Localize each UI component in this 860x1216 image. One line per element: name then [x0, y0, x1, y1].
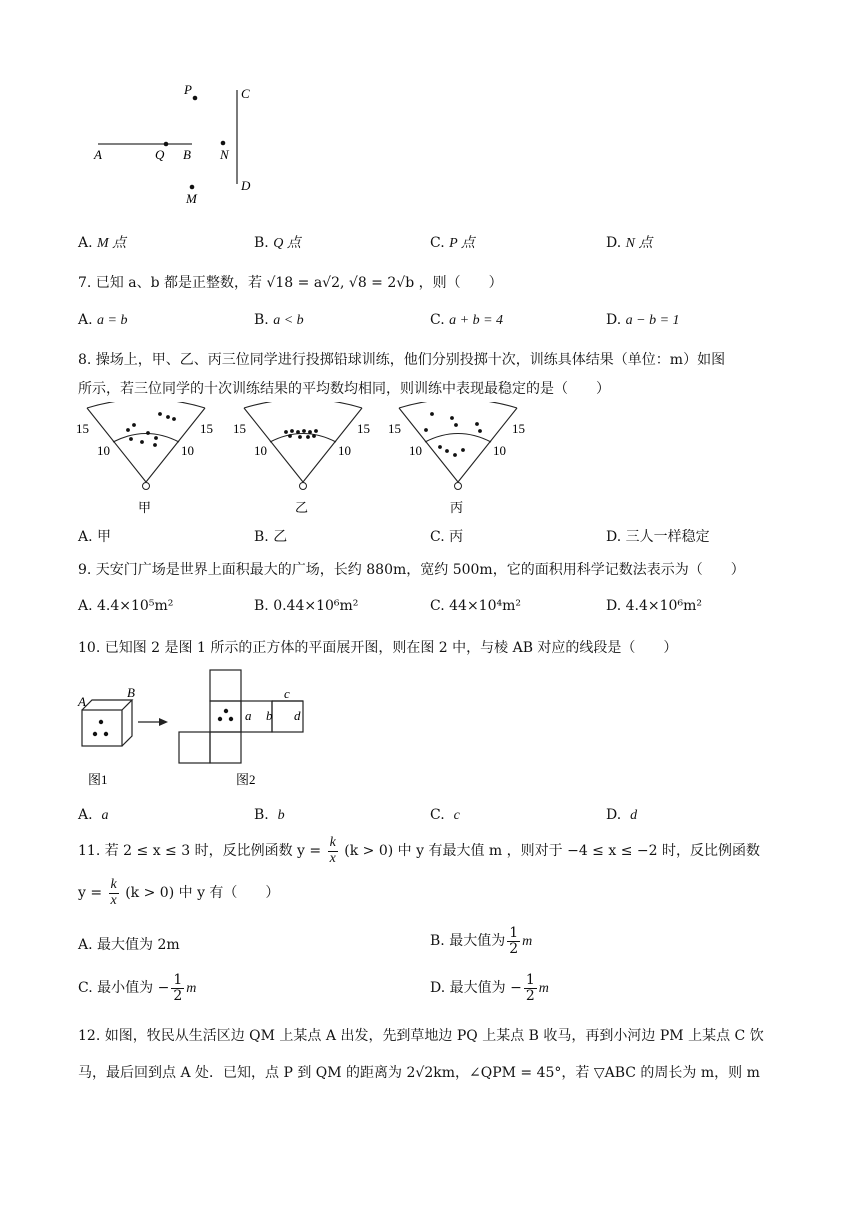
cube-label-b: B: [127, 685, 135, 700]
sector-bing-label-15-left: 15: [388, 421, 401, 436]
q6-option-b[interactable]: B. Q 点: [254, 235, 301, 251]
label-c: C: [241, 86, 250, 101]
label-b: B: [183, 147, 191, 162]
point-p: [193, 96, 198, 101]
q10-option-c[interactable]: C. c: [430, 807, 460, 823]
q10-option-b[interactable]: B. b: [254, 807, 285, 823]
sector-jia-label-15-right: 15: [200, 421, 213, 436]
q6-option-a[interactable]: A. M 点: [78, 235, 127, 251]
sector-yi-label-10-right: 10: [338, 443, 351, 458]
sector-jia-label-10-left: 10: [97, 443, 110, 458]
q9-option-d[interactable]: D. 4.4×10⁶m²: [606, 598, 702, 614]
q11-stem-line2: y = $\frac{k}{x}$ (k > 0) 中 y 有（ ）: [78, 877, 280, 908]
cube-figure: [82, 700, 132, 746]
label-n: N: [220, 147, 229, 162]
q10-option-a[interactable]: A. a: [78, 807, 109, 823]
q7-option-a[interactable]: A. a = b: [78, 312, 128, 328]
cube-label-a: A: [78, 694, 86, 709]
net-label-c: c: [284, 686, 290, 701]
label-a: A: [94, 147, 102, 162]
sector-jia-name: 甲: [138, 500, 152, 515]
q7-stem: 7. 已知 a、b 都是正整数，若 √18 = a√2, √8 = 2√b ，则（ ）: [78, 275, 503, 291]
q8-option-c[interactable]: C. 丙: [430, 529, 464, 545]
net-label-b: b: [266, 708, 273, 723]
q12-stem-line1: 12. 如图，牧民从生活区边 QM 上某点 A 出发，先到草地边 PQ 上某点 B 收马，再到小河边 PM 上某点 C 饮: [78, 1028, 764, 1044]
net-label-d: d: [294, 708, 301, 723]
q9-option-c[interactable]: C. 44×10⁴m²: [430, 598, 521, 614]
label-p: P: [184, 82, 192, 97]
sector-bing-name: 丙: [450, 500, 464, 515]
fig2-caption: 图2: [236, 772, 256, 787]
q9-option-a[interactable]: A. 4.4×10⁵m²: [78, 598, 174, 614]
sector-jia-label-15-left: 15: [76, 421, 89, 436]
q8-option-d[interactable]: D. 三人一样稳定: [606, 529, 710, 545]
q7-option-d[interactable]: D. a − b = 1: [606, 312, 680, 328]
q10-figure: [74, 664, 334, 794]
net-label-a: a: [245, 708, 252, 723]
q8-option-a[interactable]: A. 甲: [78, 529, 112, 545]
q10-option-d[interactable]: D. d: [606, 807, 638, 823]
q12-stem-line2: 马，最后回到点 A 处．已知，点 P 到 QM 的距离为 2√2km，∠QPM = 45°，若 ▽ABC 的周长为 m，则 m: [78, 1065, 760, 1081]
q11-stem-line1: 11. 若 2 ≤ x ≤ 3 时，反比例函数 y = $\frac{k}{x}$ (k > 0) 中 y 有最大值 m ，则对于 −4 ≤ x ≤ −2 时，反比例函数: [78, 835, 760, 866]
sector-bing: [388, 402, 525, 515]
label-q: Q: [155, 147, 165, 162]
sector-bing-label-15-right: 15: [512, 421, 525, 436]
q7-option-c[interactable]: C. a + b = 4: [430, 312, 504, 328]
q11-option-a[interactable]: A. 最大值为 2m: [78, 937, 180, 953]
q8-stem-line1: 8. 操场上，甲、乙、丙三位同学进行投掷铅球训练，他们分别投掷十次，训练具体结果（单位：m）如图: [78, 352, 726, 368]
q6-option-d[interactable]: D. N 点: [606, 235, 653, 251]
sector-jia-label-10-right: 10: [181, 443, 194, 458]
q7-option-b[interactable]: B. a < b: [254, 312, 304, 328]
sector-jia: [76, 402, 213, 515]
q10-stem: 10. 已知图 2 是图 1 所示的正方体的平面展开图，则在图 2 中，与棱 AB 对应的线段是（ ）: [78, 640, 678, 656]
sector-yi-label-15-right: 15: [357, 421, 370, 436]
sector-yi-name: 乙: [295, 500, 309, 515]
q11-option-d[interactable]: D. 最大值为 − $\frac{1}{2}$ m: [430, 972, 549, 1004]
q6-figure: [80, 80, 270, 210]
q6-option-c[interactable]: C. P 点: [430, 235, 475, 251]
label-m: M: [186, 191, 197, 206]
label-d: D: [241, 178, 251, 193]
q8-stem-line2: 所示，若三位同学的十次训练结果的平均数均相同，则训练中表现最稳定的是（ ）: [78, 381, 610, 397]
q11-option-c[interactable]: C. 最小值为 − $\frac{1}{2}$ m: [78, 972, 197, 1004]
sector-yi: [233, 402, 370, 515]
q11-frac-k-over-x-2: $\frac{k}{x}$: [110, 877, 117, 908]
net-figure: [179, 670, 303, 763]
sector-yi-label-15-left: 15: [233, 421, 246, 436]
point-m: [190, 185, 195, 190]
q9-option-b[interactable]: B. 0.44×10⁶m²: [254, 598, 359, 614]
sector-yi-label-10-left: 10: [254, 443, 267, 458]
q11-option-b[interactable]: B. 最大值为 $\frac{1}{2}$ m: [430, 925, 533, 957]
point-n: [221, 141, 226, 146]
q8-option-b[interactable]: B. 乙: [254, 529, 288, 545]
sector-bing-label-10-right: 10: [493, 443, 506, 458]
q11-frac-k-over-x-1: $\frac{k}{x}$: [329, 835, 336, 866]
fig1-caption: 图1: [88, 772, 108, 787]
sector-bing-label-10-left: 10: [409, 443, 422, 458]
point-q: [164, 142, 169, 147]
q9-stem: 9. 天安门广场是世界上面积最大的广场，长约 880m，宽约 500m，它的面积用科学记数法表示为（ ）: [78, 562, 745, 578]
q8-figure: [70, 402, 530, 520]
